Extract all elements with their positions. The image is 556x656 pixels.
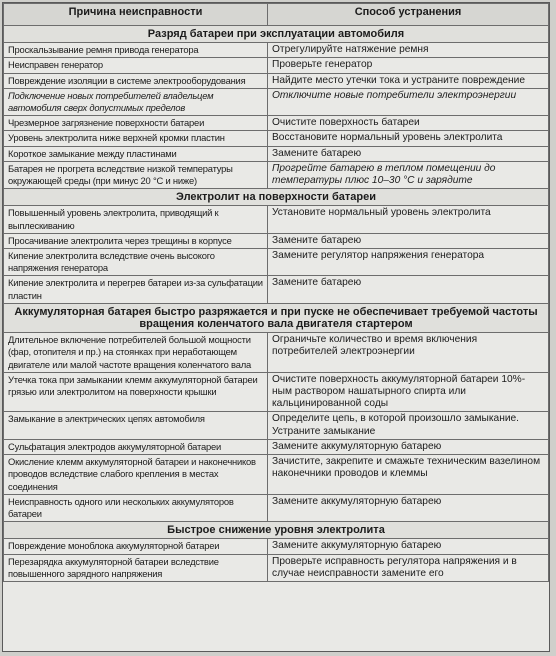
cause-cell: Чрезмерное загрязнение поверхности батареи: [4, 116, 268, 131]
cause-cell: Сульфатация электродов аккумуляторной батареи: [4, 439, 268, 454]
remedy-cell: Проверьте исправность регулятора напряжения и в случае неисправности замените его: [268, 554, 549, 581]
header-cause: Причина неисправности: [4, 4, 268, 26]
cause-cell: Неисправность одного или нескольких аккумуляторов батареи: [4, 494, 268, 521]
table-row: [4, 131, 549, 146]
cause-cell: Длительное включение потребителей большой мощности (фар, отопителя и пр.) на стоянках при неработающем двигателе или малой частоте вращения коленчатого вала: [4, 333, 268, 373]
table-row: [4, 43, 549, 58]
table-row: [4, 116, 549, 131]
table-row: [4, 58, 549, 73]
table-row: [4, 439, 549, 454]
cause-cell: Кипение электролита вследствие очень высокого напряжения генератора: [4, 249, 268, 276]
table-row: [4, 206, 549, 233]
remedy-cell: Очистите поверхность аккумуляторной батареи 10%-ным раствором нашатырного спирта или кальцинированной соды: [268, 372, 549, 412]
remedy-cell: Найдите место утечки тока и устраните повреждение: [268, 73, 549, 88]
remedy-cell: Замените батарею: [268, 233, 549, 248]
remedy-cell: Отрегулируйте натяжение ремня: [268, 43, 549, 58]
remedy-cell: Проверьте генератор: [268, 58, 549, 73]
cause-cell: Уровень электролита ниже верхней кромки пластин: [4, 131, 268, 146]
section-header: [4, 189, 549, 206]
remedy-cell: Замените аккумуляторную батарею: [268, 439, 549, 454]
table-row: [4, 73, 549, 88]
remedy-cell: Ограничьте количество и время включения потребителей электроэнергии: [268, 333, 549, 373]
section-title: Аккумуляторная батарея быстро разряжается и при пуске не обеспечивает требуемой частоты вращения коленчатого вала двигателя стартером: [4, 303, 549, 332]
section-title: Быстрое снижение уровня электролита: [4, 522, 549, 539]
table-row: [4, 249, 549, 276]
remedy-cell: Замените батарею: [268, 146, 549, 161]
table-row: [4, 276, 549, 303]
cause-cell: Повреждение моноблока аккумуляторной батареи: [4, 539, 268, 554]
remedy-cell: Зачистите, закрепите и смажьте техническим вазелином наконечники проводов и клеммы: [268, 455, 549, 495]
cause-cell: Просачивание электролита через трещины в корпусе: [4, 233, 268, 248]
cause-cell: Повреждение изоляции в системе электрооборудования: [4, 73, 268, 88]
cause-cell: Проскальзывание ремня привода генератора: [4, 43, 268, 58]
remedy-cell: Установите нормальный уровень электролита: [268, 206, 549, 233]
table-row: [4, 372, 549, 412]
remedy-cell: Замените батарею: [268, 276, 549, 303]
table-row: [4, 412, 549, 439]
table-row: [4, 539, 549, 554]
remedy-cell: Определите цепь, в которой произошло замыкание. Устраните замыкание: [268, 412, 549, 439]
header-remedy: Способ устранения: [268, 4, 549, 26]
cause-cell: Замыкание в электрических цепях автомобиля: [4, 412, 268, 439]
section-header: [4, 26, 549, 43]
cause-cell: Неисправен генератор: [4, 58, 268, 73]
troubleshooting-table: [3, 3, 549, 582]
remedy-cell: Восстановите нормальный уровень электролита: [268, 131, 549, 146]
table-row: [4, 88, 549, 115]
troubleshooting-page: [2, 2, 550, 652]
remedy-cell: Замените аккумуляторную батарею: [268, 494, 549, 521]
cause-cell: Повышенный уровень электролита, приводящий к выплескиванию: [4, 206, 268, 233]
table-row: [4, 233, 549, 248]
remedy-cell: Прогрейте батарею в теплом помещении до температуры плюс 10–30 °С и зарядите: [268, 161, 549, 188]
remedy-cell: Замените регулятор напряжения генератора: [268, 249, 549, 276]
cause-cell: Кипение электролита и перегрев батареи из-за сульфатации пластин: [4, 276, 268, 303]
cause-cell: Окисление клемм аккумуляторной батареи и наконечников проводов вследствие слабого крепления в местах соединения: [4, 455, 268, 495]
cause-cell: Утечка тока при замыкании клемм аккумуляторной батареи грязью или электролитом на поверхности крышки: [4, 372, 268, 412]
section-header: [4, 303, 549, 332]
table-row: [4, 333, 549, 373]
remedy-cell: Отключите новые потребители электроэнергии: [268, 88, 549, 115]
cause-cell: Батарея не прогрета вследствие низкой температуры окружающей среды (при минус 20 °С и ниже): [4, 161, 268, 188]
remedy-cell: Очистите поверхность батареи: [268, 116, 549, 131]
table-row: [4, 146, 549, 161]
section-title: Электролит на поверхности батареи: [4, 189, 549, 206]
remedy-cell: Замените аккумуляторную батарею: [268, 539, 549, 554]
section-title: Разряд батареи при эксплуатации автомобиля: [4, 26, 549, 43]
table-row: [4, 494, 549, 521]
header-row: [4, 4, 549, 26]
table-row: [4, 161, 549, 188]
cause-cell: Короткое замыкание между пластинами: [4, 146, 268, 161]
cause-cell: Перезарядка аккумуляторной батареи вследствие повышенного зарядного напряжения: [4, 554, 268, 581]
cause-cell: Подключение новых потребителей владельцем автомобиля сверх допустимых пределов: [4, 88, 268, 115]
table-row: [4, 455, 549, 495]
section-header: [4, 522, 549, 539]
table-row: [4, 554, 549, 581]
